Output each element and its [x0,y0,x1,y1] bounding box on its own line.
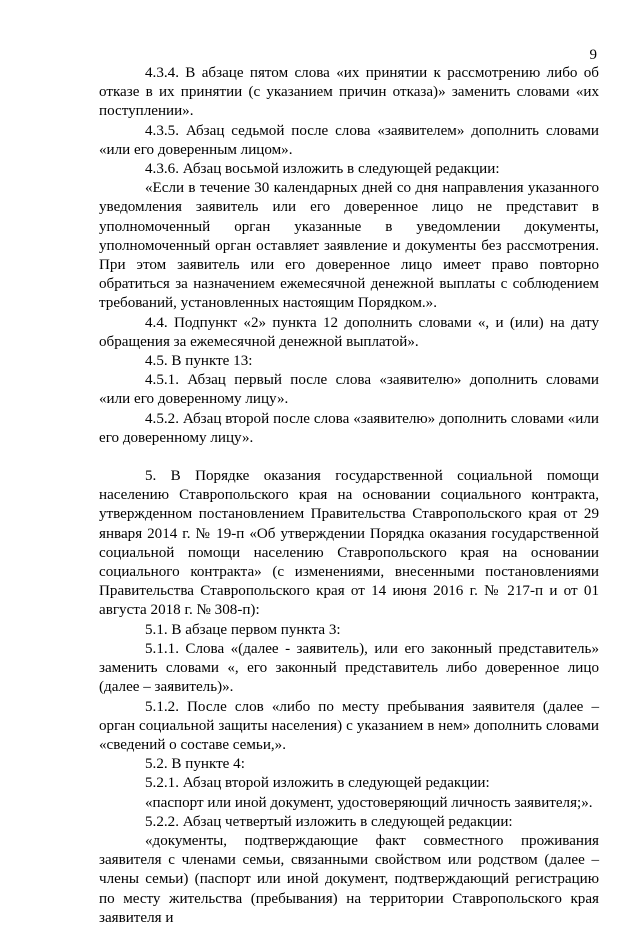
paragraph-4-5: 4.5. В пункте 13: [145,353,253,370]
paragraph-5-1-1: 5.1.1. Слова «(далее - заявитель), или его законный представитель» заменить словами «, его законный представитель либо доверенное лицо (далее – заявитель)». [99,640,599,696]
paragraph-5-2-2: 5.2.2. Абзац четвертый изложить в следующей редакции: [145,813,513,830]
paragraph-4-3-5: 4.3.5. Абзац седьмой после слова «заявителем» дополнить словами «или его доверенным лицом». [99,122,599,158]
document-body [99,64,599,928]
paragraph-4-5-1: 4.5.1. Абзац первый после слова «заявителю» дополнить словами «или его доверенному лицу». [99,372,599,408]
paragraph-5-1: 5.1. В абзаце первом пункта 3: [145,621,341,638]
paragraph-5-2-2-quote: «документы, подтверждающие факт совместного проживания заявителя с членами семьи, связанными свойством или родством (далее – члены семьи) (паспорт или иной документ, подтверждающий регистрацию по месту жительства (пребывания) на территории Ставропольского края заявителя и [99,832,599,926]
paragraph-5: 5. В Порядке оказания государственной социальной помощи населению Ставропольского края на основании социального контракта, утвержденном постановлением Правительства Ставропольского края от 29 января 2014 г. № 19-п «Об утверждении Порядка оказания государственной социальной помощи населению Ставропольского края на основании социального контракта» (с изменениями, внесенными постановлениями Правительства Ставропольского края от 14 июня 2016 г. № 217-п и от 01 августа 2018 г. № 308-п): [99,468,599,619]
paragraph-5-2: 5.2. В пункте 4: [145,756,245,773]
paragraph-4-4: 4.4. Подпункт «2» пункта 12 дополнить словами «, и (или) на дату обращения за ежемесячной денежной выплатой». [99,314,599,350]
paragraph-5-1-2: 5.1.2. После слов «либо по месту пребывания заявителя (далее – орган социальной защиты населения) с указанием в нем» дополнить словами «сведений о составе семьи,». [99,698,599,753]
paragraph-5-2-1-quote: «паспорт или иной документ, удостоверяющий личность заявителя;». [145,794,593,811]
paragraph-4-3-6-quote: «Если в течение 30 календарных дней со дня направления указанного уведомления заявитель или его доверенное лицо не представит в уполномоченный орган указанные в уведомлении документы, уполномоченный орган оставляет заявление и документы без рассмотрения. При этом заявитель или его доверенное лицо имеет право повторно обратиться за назначением ежемесячной денежной выплаты с соблюдением требований, установленных настоящим Порядком.». [99,180,599,312]
page-number: 9 [589,47,597,63]
paragraph-4-5-2: 4.5.2. Абзац второй после слова «заявителю» дополнить словами «или его доверенному лицу». [99,410,599,446]
paragraph-4-3-4: 4.3.4. В абзаце пятом слова «их принятии к рассмотрению либо об отказе в их принятии (с указанием причин отказа)» заменить словами «их поступлении». [99,65,599,120]
paragraph-4-3-6: 4.3.6. Абзац восьмой изложить в следующей редакции: [145,161,500,178]
paragraph-5-2-1: 5.2.1. Абзац второй изложить в следующей редакции: [145,775,490,792]
